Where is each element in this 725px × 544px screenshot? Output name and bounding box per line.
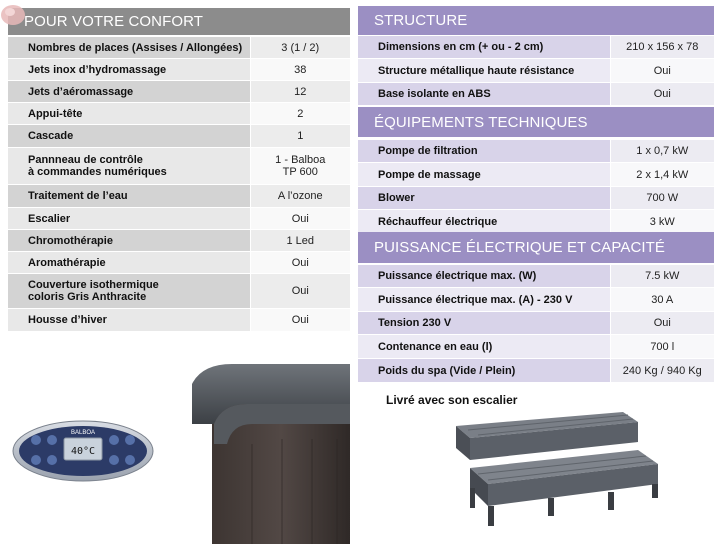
- row-value: Oui: [250, 274, 350, 309]
- table-row: [8, 208, 350, 230]
- power-panel: [358, 232, 714, 383]
- row-label: Dimensions en cm (+ ou - 2 cm): [358, 36, 610, 59]
- row-label: Réchauffeur électrique: [358, 210, 610, 234]
- row-value: Oui: [610, 83, 714, 106]
- row-label: Chromothérapie: [8, 230, 250, 252]
- power-title: PUISSANCE ÉLECTRIQUE ET CAPACITÉ: [374, 239, 666, 256]
- structure-panel: [358, 6, 714, 106]
- row-value: A l’ozone: [250, 185, 350, 208]
- decorative-shell-icon: [0, 0, 30, 30]
- row-label: Blower: [358, 187, 610, 210]
- row-label: Appui-tête: [8, 103, 250, 125]
- table-row: [358, 83, 714, 106]
- table-row: [358, 359, 714, 383]
- row-value: 3 (1 / 2): [250, 37, 350, 59]
- table-row: [358, 335, 714, 359]
- row-label: Cascade: [8, 125, 250, 148]
- row-value: 12: [250, 81, 350, 103]
- row-value: 2 x 1,4 kW: [610, 163, 714, 187]
- row-value: 1: [250, 125, 350, 148]
- row-value: 7.5 kW: [610, 265, 714, 288]
- table-row: [8, 81, 350, 103]
- table-row: [358, 187, 714, 210]
- row-value: 30 A: [610, 288, 714, 312]
- table-row: [8, 59, 350, 81]
- table-row: [358, 288, 714, 312]
- row-value: Oui: [250, 309, 350, 332]
- row-label: Escalier: [8, 208, 250, 230]
- row-label: Base isolante en ABS: [358, 83, 610, 106]
- table-row: [8, 230, 350, 252]
- row-label: Couverture isothermique coloris Gris Anthracite: [8, 274, 250, 309]
- row-label: Puissance électrique max. (A) - 230 V: [358, 288, 610, 312]
- table-row: [8, 103, 350, 125]
- row-value: 1 - Balboa TP 600: [250, 148, 350, 185]
- row-value: 38: [250, 59, 350, 81]
- spa-cover-image: [192, 364, 350, 544]
- table-row: [8, 185, 350, 208]
- equipment-table: [358, 140, 714, 234]
- table-row: [8, 274, 350, 309]
- row-label: Pompe de massage: [358, 163, 610, 187]
- row-value: Oui: [610, 312, 714, 335]
- table-row: [8, 37, 350, 59]
- row-value: Oui: [250, 252, 350, 274]
- row-label: Aromathérapie: [8, 252, 250, 274]
- row-label: Poids du spa (Vide / Plein): [358, 359, 610, 383]
- row-label: Structure métallique haute résistance: [358, 59, 610, 83]
- row-label: Pannneau de contrôle à commandes numériques: [8, 148, 250, 185]
- equipment-header: [358, 107, 714, 137]
- table-row: [8, 252, 350, 274]
- row-label: Housse d’hiver: [8, 309, 250, 332]
- row-value: 700 W: [610, 187, 714, 210]
- comfort-header: [8, 8, 350, 35]
- structure-header: [358, 6, 714, 35]
- table-row: [8, 309, 350, 332]
- power-header: [358, 232, 714, 263]
- comfort-table: [8, 37, 350, 332]
- structure-title: STRUCTURE: [374, 12, 468, 29]
- row-label: Contenance en eau (l): [358, 335, 610, 359]
- table-row: [8, 148, 350, 185]
- table-row: [358, 265, 714, 288]
- table-row: [358, 163, 714, 187]
- row-label: Traitement de l’eau: [8, 185, 250, 208]
- brand-label: BALBOA: [70, 430, 96, 436]
- structure-table: [358, 36, 714, 106]
- table-row: [358, 210, 714, 234]
- row-value: 240 Kg / 940 Kg: [610, 359, 714, 383]
- row-value: Oui: [610, 59, 714, 83]
- table-row: [358, 140, 714, 163]
- control-panel-image: [8, 418, 158, 484]
- row-value: Oui: [250, 208, 350, 230]
- row-value: 210 x 156 x 78: [610, 36, 714, 59]
- table-row: [358, 59, 714, 83]
- temperature-readout: 40°C: [70, 446, 96, 457]
- row-label: Jets d’aéromassage: [8, 81, 250, 103]
- table-row: [358, 36, 714, 59]
- stairs-caption: Livré avec son escalier: [386, 393, 518, 407]
- row-label: Nombres de places (Assises / Allongées): [8, 37, 250, 59]
- row-label: Tension 230 V: [358, 312, 610, 335]
- stairs-image: [448, 408, 674, 532]
- comfort-title: POUR VOTRE CONFORT: [24, 13, 204, 30]
- equipment-panel: [358, 107, 714, 234]
- row-value: 700 l: [610, 335, 714, 359]
- power-table: [358, 265, 714, 383]
- table-row: [358, 312, 714, 335]
- row-label: Puissance électrique max. (W): [358, 265, 610, 288]
- row-label: Jets inox d’hydromassage: [8, 59, 250, 81]
- table-row: [8, 125, 350, 148]
- row-value: 1 Led: [250, 230, 350, 252]
- row-label: Pompe de filtration: [358, 140, 610, 163]
- row-value: 2: [250, 103, 350, 125]
- comfort-panel: [8, 8, 350, 332]
- row-value: 1 x 0,7 kW: [610, 140, 714, 163]
- row-value: 3 kW: [610, 210, 714, 234]
- equipment-title: ÉQUIPEMENTS TECHNIQUES: [374, 113, 588, 131]
